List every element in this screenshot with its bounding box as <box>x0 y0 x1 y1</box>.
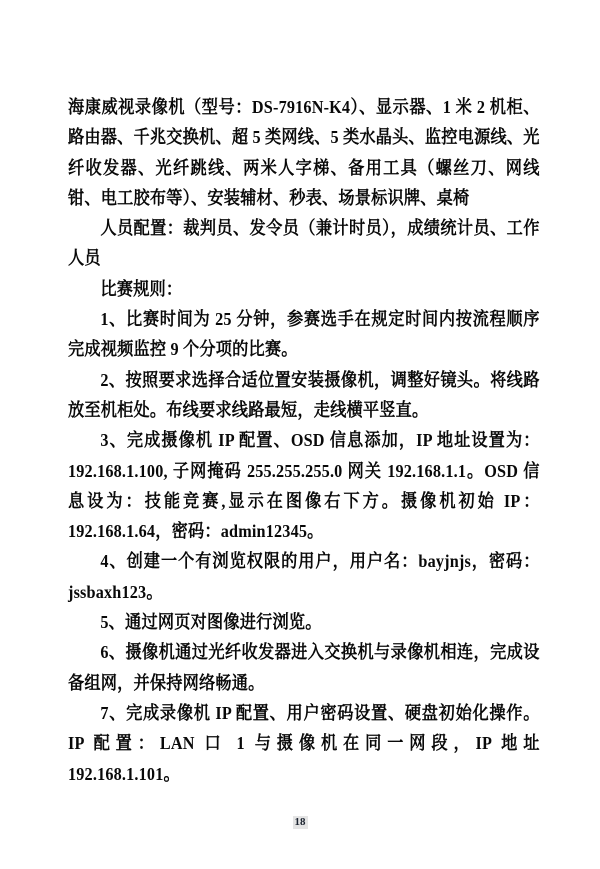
page-footer <box>0 812 600 830</box>
paragraph-rule-4: 4、创建一个有浏览权限的用户，用户名：bayjnjs，密码：jssbaxh123。 <box>68 551 540 602</box>
document-body <box>68 92 540 789</box>
paragraph-rule-5: 5、通过网页对图像进行浏览。 <box>100 612 322 633</box>
paragraph-rule-6: 6、摄像机通过光纤收发器进入交换机与录像机相连，完成设备组网，并保持网络畅通。 <box>68 642 540 693</box>
paragraph-equipment-list: 海康威视录像机（型号：DS-7916N-K4）、显示器、1 米 2 机柜、路由器、千兆交换机、超 5 类网线、5 类水晶头、监控电源线、光纤收发器、光纤跳线、两米人字梯、备用工具（螺丝刀、网线钳、电工胶布等）、安装辅材、秒表、场景标识牌、桌椅 <box>68 97 540 208</box>
page-number: 18 <box>294 816 306 828</box>
paragraph-staffing: 人员配置：裁判员、发令员（兼计时员），成绩统计员、工作人员 <box>68 218 540 269</box>
paragraph-rules-heading: 比赛规则： <box>100 278 183 299</box>
paragraph-rule-3: 3、完成摄像机 IP 配置、OSD 信息添加，IP 地址设置为：192.168.1.100, 子网掩码 255.255.255.0 网关 192.168.1.1。OSD 信息设为：技能竞赛,显示在图像右下方。摄像机初始 IP：192.168.1.64，密码：admin12345。 <box>68 430 540 542</box>
paragraph-rule-1: 1、比赛时间为 25 分钟，参赛选手在规定时间内按流程顺序完成视频监控 9 个分项的比赛。 <box>68 309 540 360</box>
paragraph-rule-7: 7、完成录像机 IP 配置、用户密码设置、硬盘初始化操作。IP 配置：LAN 口 1 与摄像机在同一网段，IP 地址 192.168.1.101。 <box>68 702 540 784</box>
paragraph-rule-2: 2、按照要求选择合适位置安装摄像机，调整好镜头。将线路放至机柜处。布线要求线路最短，走线横平竖直。 <box>68 369 540 420</box>
